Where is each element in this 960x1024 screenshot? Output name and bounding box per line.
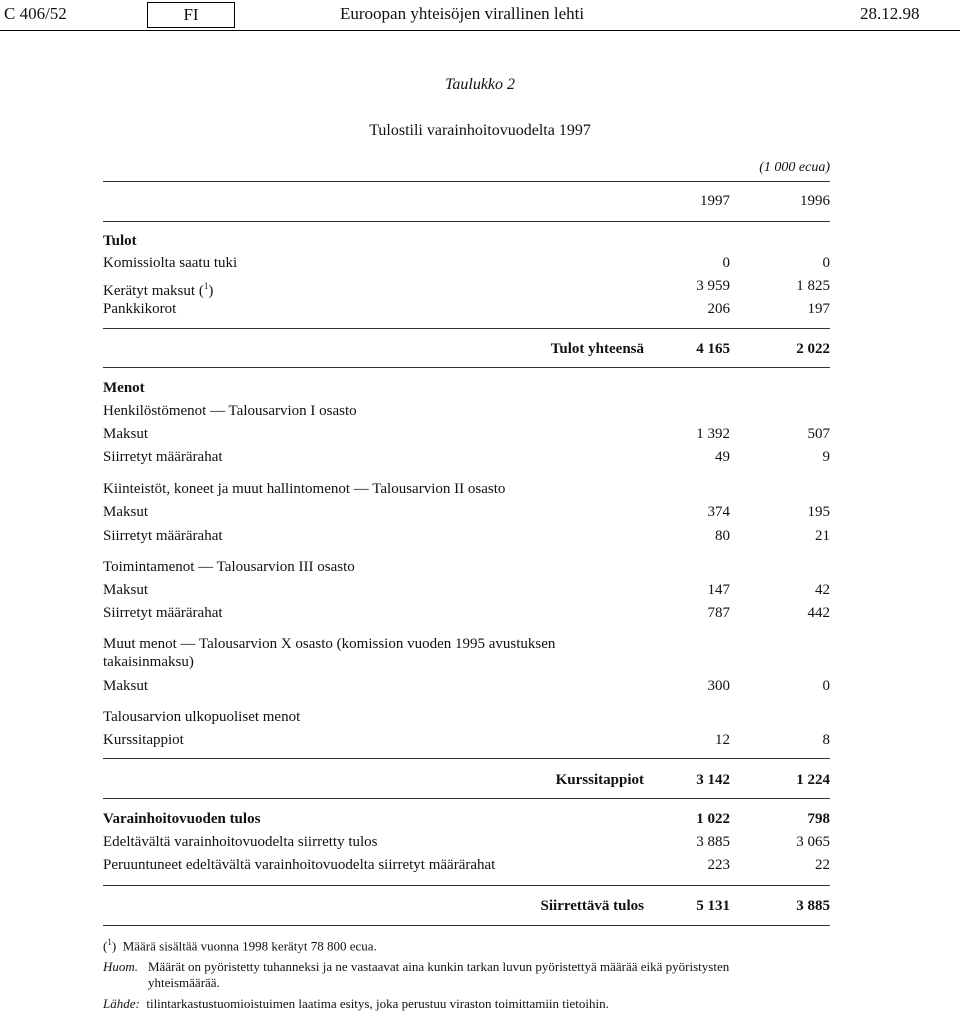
- income-row-label: Kerätyt maksut ($^1$): [103, 281, 214, 299]
- result-row-value-1997: 3 885: [696, 834, 730, 850]
- income-total-label: Tulot yhteensä: [550, 341, 644, 357]
- income-total-1996: 2 022: [796, 341, 830, 357]
- expenses-total-1997: 3 142: [696, 772, 730, 788]
- header-rule: [0, 30, 960, 31]
- column-header-1996: 1996: [800, 193, 830, 209]
- footnote-1: ($^1$) Määrä sisältää vuonna 1998 kerätyt 78 800 ecua.: [103, 937, 377, 954]
- result-row-label: Varainhoitovuoden tulos: [103, 811, 261, 827]
- expense-row-label: Maksut: [103, 504, 148, 520]
- income-row-value-1996: 197: [807, 301, 830, 317]
- expense-row-value-1996: 195: [807, 504, 830, 520]
- income-row-value-1997: 0: [722, 255, 730, 271]
- income-row-value-1996: 1 825: [796, 278, 830, 294]
- expense-row-value-1996: 21: [815, 528, 830, 544]
- table-caption: Taulukko 2: [444, 76, 516, 93]
- income-row-value-1996: 0: [822, 255, 830, 271]
- column-header-rule: [103, 221, 830, 222]
- result-row-value-1997: 223: [707, 857, 730, 873]
- expense-row-value-1997: 49: [715, 449, 730, 465]
- income-row-value-1997: 206: [707, 301, 730, 317]
- expense-row-value-1996: 507: [807, 426, 830, 442]
- income-row-value-1997: 3 959: [696, 278, 730, 294]
- expense-section-title-cont: takaisinmaksu): [103, 654, 194, 670]
- huom-label: Huom.: [103, 959, 139, 974]
- table-bottom-rule: [103, 925, 830, 926]
- publication-date: 28.12.98: [860, 4, 920, 23]
- income-row-label: Pankkikorot: [103, 301, 177, 317]
- result-row-value-1996: 3 065: [796, 834, 830, 850]
- expense-section-title: Talousarvion ulkopuoliset menot: [103, 709, 301, 725]
- column-header-1997: 1997: [700, 193, 730, 209]
- expense-row-value-1996: 42: [815, 582, 830, 598]
- expense-row-label: Siirretyt määrärahat: [103, 528, 223, 544]
- expense-row-value-1997: 300: [707, 678, 730, 694]
- expense-row-value-1997: 787: [707, 605, 730, 621]
- expense-section-title: Henkilöstömenot — Talousarvion I osasto: [103, 403, 357, 419]
- expense-row-label: Kurssitappiot: [103, 732, 184, 748]
- expense-row-label: Maksut: [103, 678, 148, 694]
- income-total-rule: [103, 328, 830, 329]
- footnote-marker: 1: [107, 937, 112, 947]
- income-heading: Tulot: [103, 233, 137, 249]
- result-total-1997: 5 131: [696, 898, 730, 914]
- huom-text: Määrät on pyöristetty tuhanneksi ja ne vastaavat aina kunkin tarkan luvun pyöristettyä määrää eikä pyöristysten: [148, 959, 730, 974]
- source-label: Lähde:: [103, 996, 140, 1011]
- income-total-1997: 4 165: [696, 341, 730, 357]
- result-total-label: Siirrettävä tulos: [540, 898, 644, 914]
- expense-row-label: Maksut: [103, 582, 148, 598]
- expense-row-value-1996: 8: [822, 732, 830, 748]
- section-rule: [103, 798, 830, 799]
- expenses-total-1996: 1 224: [796, 772, 830, 788]
- result-row-label: Edeltävältä varainhoitovuodelta siirretty tulos: [103, 834, 378, 850]
- expense-row-value-1997: 374: [707, 504, 730, 520]
- footnote-source: Lähde: tilintarkastustuomioistuimen laatima esitys, joka perustuu viraston toimittamiin tietoihin.: [103, 996, 609, 1011]
- table-top-rule: [103, 181, 830, 182]
- expenses-heading: Menot: [103, 380, 145, 396]
- section-rule: [103, 367, 830, 368]
- expense-row-value-1996: 442: [807, 605, 830, 621]
- page-reference: C 406/52: [4, 4, 67, 23]
- footnote-huom-cont: yhteismäärää.: [148, 975, 220, 990]
- expense-row-value-1997: 1 392: [696, 426, 730, 442]
- income-row-label: Komissiolta saatu tuki: [103, 255, 238, 271]
- result-row-value-1997: 1 022: [696, 811, 730, 827]
- expense-section-title: Toimintamenot — Talousarvion III osasto: [103, 559, 355, 575]
- result-row-value-1996: 798: [807, 811, 830, 827]
- expenses-total-rule: [103, 758, 830, 759]
- expense-row-value-1996: 0: [822, 678, 830, 694]
- expense-row-value-1997: 147: [707, 582, 730, 598]
- expenses-total-label: Kurssitappiot: [555, 772, 644, 788]
- unit-label: (1 000 ecua): [759, 160, 830, 175]
- expense-row-value-1997: 12: [715, 732, 730, 748]
- footnote-marker: 1: [203, 281, 209, 291]
- expense-row-label: Maksut: [103, 426, 148, 442]
- language-code-box: FI: [147, 2, 235, 28]
- footnote-huom: [103, 959, 863, 975]
- expense-section-title: Kiinteistöt, koneet ja muut hallintomenot — Talousarvion II osasto: [103, 481, 506, 497]
- expense-row-value-1996: 9: [822, 449, 830, 465]
- result-total-rule: [103, 885, 830, 886]
- table-title: Tulostili varainhoitovuodelta 1997: [369, 122, 591, 139]
- expense-row-label: Siirretyt määrärahat: [103, 449, 223, 465]
- expense-section-title: Muut menot — Talousarvion X osasto (komission vuoden 1995 avustuksen: [103, 636, 556, 652]
- expense-row-label: Siirretyt määrärahat: [103, 605, 223, 621]
- result-row-label: Peruuntuneet edeltävältä varainhoitovuodelta siirretyt määrärahat: [103, 857, 496, 873]
- journal-title: Euroopan yhteisöjen virallinen lehti: [340, 4, 585, 23]
- result-row-value-1996: 22: [815, 857, 830, 873]
- expense-row-value-1997: 80: [715, 528, 730, 544]
- result-total-1996: 3 885: [796, 898, 830, 914]
